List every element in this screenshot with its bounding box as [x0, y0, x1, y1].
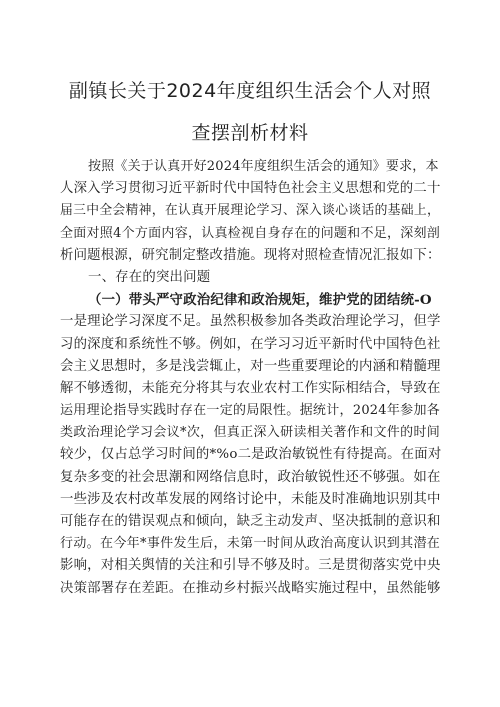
- body-line: 决策部署存在差距。在推动乡村振兴战略实施过程中，虽然能够: [60, 580, 441, 596]
- document-body: [60, 156, 440, 600]
- body-line: 复杂多变的社会思潮和网络信息时，政治敏锐性还不够强。如在: [60, 469, 441, 485]
- body-line: 行动。在今年*事件发生后，未第一时间从政治高度认识到其潜在: [60, 536, 440, 552]
- body-line: 全面对照4个方面内容，认真检视自身存在的问题和不足，深刻剖: [60, 225, 440, 241]
- body-line: 一是理论学习深度不足。虽然积极参加各类政治理论学习，但学: [60, 314, 441, 330]
- body-line: 人深入学习贯彻习近平新时代中国特色社会主义思想和党的二十: [60, 181, 441, 197]
- document-title-line-1: 副镇长关于2024年度组织生活会个人对照: [68, 80, 432, 102]
- subsection-heading: （一）带头严守政治纪律和政治规矩，维护党的团结统-O: [88, 292, 432, 309]
- body-line: 较少，仅占总学习时间的*%o二是政治敏锐性有待提高。在面对: [60, 447, 442, 463]
- body-line: 会主义思想时，多是浅尝辄止，对一些重要理论的内涵和精髓理: [60, 358, 441, 374]
- body-line: 一些涉及农村改革发展的网络讨论中，未能及时准确地识别其中: [60, 491, 441, 507]
- body-line: 习的深度和系统性不够。例如，在学习习近平新时代中国特色社: [60, 336, 441, 352]
- body-line: 影响，对相关舆情的关注和引导不够及时。三是贯彻落实党中央: [60, 558, 441, 574]
- body-line: 届三中全会精神，在认真开展理论学习、深入谈心谈话的基础上，: [60, 203, 440, 219]
- body-line: 类政治理论学习会议*次，但真正深入研读相关著作和文件的时间: [60, 425, 440, 441]
- body-line: 可能存在的错误观点和倾向，缺乏主动发声、坚决抵制的意识和: [60, 514, 441, 529]
- section-heading: 一、存在的突出问题: [88, 269, 211, 285]
- document-title-line-2: 查摆剖析材料: [191, 122, 309, 144]
- body-line: 运用理论指导实践时存在一定的局限性。据统计，2024年参加各: [60, 403, 440, 419]
- body-line: 解不够透彻，未能充分将其与农业农村工作实际相结合，导致在: [60, 380, 441, 396]
- body-line: 按照《关于认真开好2024年度组织生活会的通知》要求，本: [88, 159, 439, 174]
- body-line: 析问题根源，研究制定整改措施。现将对照检查情况汇报如下：: [60, 247, 441, 263]
